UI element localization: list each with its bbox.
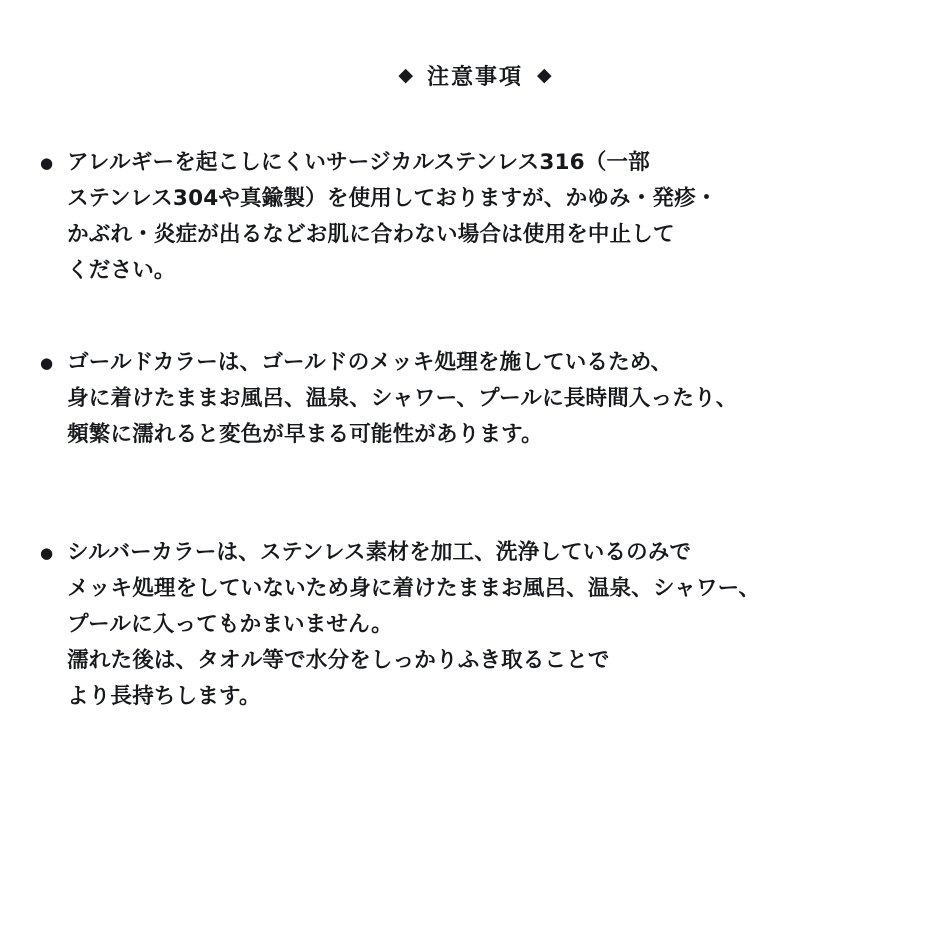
bullet-icon: ●: [40, 544, 54, 562]
note-line: より長持ちします。: [67, 684, 261, 709]
diamond-right-icon: ◆: [537, 64, 552, 86]
list-item: [40, 345, 894, 453]
bullet-icon: ●: [40, 354, 54, 372]
bullet-icon: ●: [40, 154, 54, 172]
page-title: [0, 60, 950, 91]
gold-color-note-body: [67, 345, 894, 453]
list-item: [40, 535, 894, 715]
note-line: ください。: [67, 258, 176, 283]
note-line: アレルギーを起こしにくいサージカルステンレス316（一部: [67, 150, 650, 175]
note-line: かぶれ・炎症が出るなどお肌に合わない場合は使用を中止して: [67, 222, 675, 247]
note-line: 濡れた後は、タオル等で水分をしっかりふき取ることで: [67, 648, 610, 673]
diamond-left-icon: ◆: [398, 64, 413, 86]
allergy-note-body: [67, 145, 894, 289]
note-line: ゴールドカラーは、ゴールドのメッキ処理を施しているため、: [67, 350, 673, 375]
note-line: 頻繁に濡れると変色が早まる可能性があります。: [67, 422, 543, 447]
silver-color-note-body: [67, 535, 894, 715]
spacer: [40, 453, 894, 535]
note-line: プールに入ってもかまいません。: [67, 612, 393, 637]
note-line: メッキ処理をしていないため身に着けたままお風呂、温泉、シャワー、: [67, 576, 761, 601]
note-line: 身に着けたままお風呂、温泉、シャワー、プールに長時間入ったり、: [67, 386, 738, 411]
page-title-text: 注意事項: [426, 65, 523, 90]
note-line: シルバーカラーは、ステンレス素材を加工、洗浄しているのみで: [67, 540, 692, 565]
note-line: ステンレス304や真鍮製）を使用しておりますが、かゆみ・発疹・: [67, 186, 718, 211]
list-item: [40, 145, 894, 289]
spacer: [40, 289, 894, 345]
notes-list: [0, 145, 950, 715]
